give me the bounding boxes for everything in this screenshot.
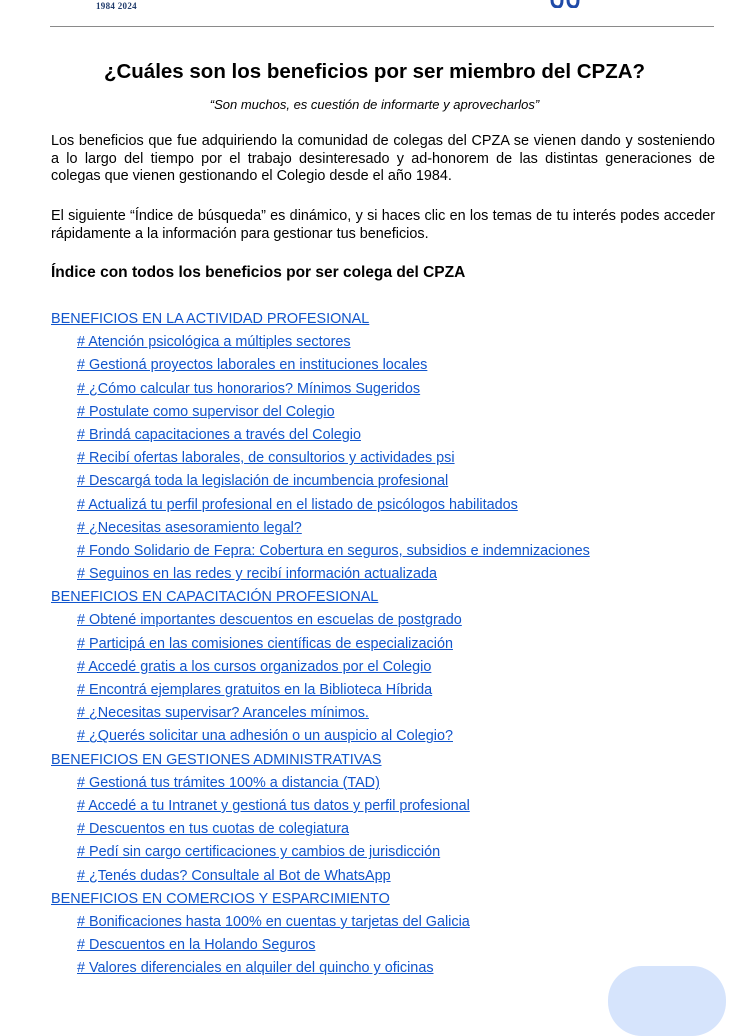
index-item-link[interactable]: # Gestioná proyectos laborales en instituciones locales — [77, 357, 428, 374]
index-heading: Índice con todos los beneficios por ser colega del CPZA — [51, 264, 466, 281]
index-item — [51, 542, 590, 565]
index-item — [51, 449, 590, 472]
index-item-link[interactable]: # Brindá capacitaciones a través del Colegio — [77, 426, 361, 443]
index-item-link[interactable]: # Descargá toda la legislación de incumbencia profesional — [77, 473, 449, 490]
index-section-link[interactable]: BENEFICIOS EN CAPACITACIÓN PROFESIONAL — [51, 589, 379, 606]
index-section — [51, 751, 590, 774]
index-item — [51, 727, 590, 750]
index-item — [51, 867, 590, 890]
index-item-link[interactable]: # ¿Tenés dudas? Consultale al Bot de WhatsApp — [77, 867, 391, 884]
index-item-link[interactable]: # Descuentos en la Holando Seguros — [77, 937, 316, 954]
index-item — [51, 843, 590, 866]
index-item-link[interactable]: # Pedí sin cargo certificaciones y cambios de jurisdicción — [77, 844, 441, 861]
index-item-link[interactable]: # Descuentos en tus cuotas de colegiatura — [77, 821, 349, 838]
index-item-link[interactable]: # Bonificaciones hasta 100% en cuentas y tarjetas del Galicia — [77, 913, 470, 930]
index-item — [51, 635, 590, 658]
index-section — [51, 890, 590, 913]
page-header — [0, 0, 749, 28]
index-item — [51, 913, 590, 936]
index-item — [51, 496, 590, 519]
index-item-link[interactable]: # ¿Necesitas supervisar? Aranceles mínimos. — [77, 705, 369, 722]
index-item-link[interactable]: # Postulate como supervisor del Colegio — [77, 403, 335, 420]
index-item — [51, 565, 590, 588]
index-item-link[interactable]: # ¿Necesitas asesoramiento legal? — [77, 519, 302, 536]
logo-icon — [548, 0, 598, 8]
page-title: ¿Cuáles son los beneficios por ser miembro del CPZA? — [103, 60, 646, 83]
index-item-link[interactable]: # Obtené importantes descuentos en escuelas de postgrado — [77, 612, 462, 629]
index-item-link[interactable]: # Seguinos en las redes y recibí información actualizada — [77, 566, 437, 583]
index-item — [51, 774, 590, 797]
index-item — [51, 403, 590, 426]
index-item — [51, 519, 590, 542]
index-item — [51, 681, 590, 704]
index-explanation-paragraph: El siguiente “Índice de búsqueda” es dinámico, y si haces clic en los temas de tu interés podes acceder rápidamente a la información para gestionar tus beneficios. — [51, 208, 715, 242]
index-item — [51, 426, 590, 449]
index-item-link[interactable]: # Recibí ofertas laborales, de consultorios y actividades psi — [77, 450, 455, 467]
index-item — [51, 356, 590, 379]
index-section-link[interactable]: BENEFICIOS EN LA ACTIVIDAD PROFESIONAL — [51, 311, 370, 327]
index-section-link[interactable]: BENEFICIOS EN COMERCIOS Y ESPARCIMIENTO — [51, 890, 390, 907]
index-item — [51, 820, 590, 843]
index-item-link[interactable]: # Gestioná tus trámites 100% a distancia (TAD) — [77, 774, 380, 791]
index-item-link[interactable]: # ¿Querés solicitar una adhesión o un auspicio al Colegio? — [77, 728, 453, 745]
index-item-link[interactable]: # Valores diferenciales en alquiler del quincho y oficinas — [77, 960, 434, 977]
index-item-link[interactable]: # Atención psicológica a múltiples sectores — [77, 334, 351, 351]
page-subtitle: “Son muchos, es cuestión de informarte y aprovecharlos” — [209, 97, 540, 112]
index-item — [51, 611, 590, 634]
header-divider — [50, 26, 714, 27]
index-section — [51, 588, 590, 611]
index-item-link[interactable]: # ¿Cómo calcular tus honorarios? Mínimos Sugeridos — [77, 380, 421, 397]
index-item-link[interactable]: # Encontrá ejemplares gratuitos en la Biblioteca Híbrida — [77, 682, 433, 698]
index-item — [51, 333, 590, 356]
index-section-link[interactable]: BENEFICIOS EN GESTIONES ADMINISTRATIVAS — [51, 751, 382, 768]
intro-paragraph: Los beneficios que fue adquiriendo la comunidad de colegas del CPZA se vienen dando y sosteniendo a lo largo del tiempo por el trabajo desinteresado y ad-honorem de las distintas generaciones de colegas que vienen gestionando el Colegio desde el año 1984. — [51, 133, 715, 184]
index-item-link[interactable]: # Participá en las comisiones científicas de especialización — [77, 635, 453, 652]
index-section — [51, 310, 590, 333]
benefits-index — [51, 310, 590, 982]
index-item — [51, 472, 590, 495]
index-item — [51, 658, 590, 681]
index-item — [51, 704, 590, 727]
index-item-link[interactable]: # Fondo Solidario de Fepra: Cobertura en seguros, subsidios e indemnizaciones — [77, 542, 590, 559]
index-item — [51, 380, 590, 403]
index-item-link[interactable]: # Accedé a tu Intranet y gestioná tus datos y perfil profesional — [77, 797, 470, 814]
index-item — [51, 797, 590, 820]
chat-widget-button[interactable] — [608, 966, 726, 1036]
index-item — [51, 936, 590, 959]
index-item-link[interactable]: # Actualizá tu perfil profesional en el listado de psicólogos habilitados — [77, 496, 518, 513]
index-item-link[interactable]: # Accedé gratis a los cursos organizados por el Colegio — [77, 658, 432, 675]
anniversary-years: 1984 2024 — [96, 1, 137, 11]
index-item — [51, 959, 590, 982]
